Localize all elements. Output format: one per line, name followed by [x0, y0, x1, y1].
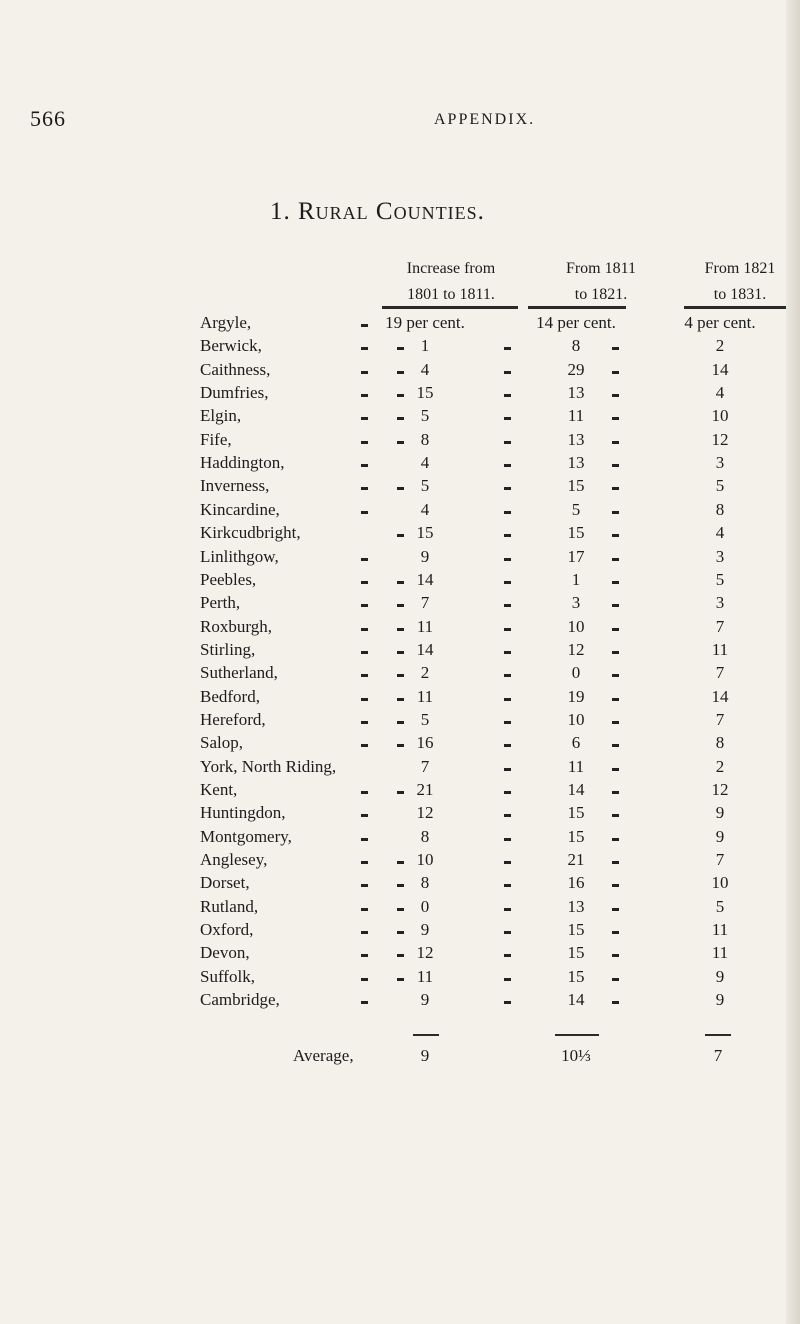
- leader-dash: [361, 651, 368, 654]
- county-name: Roxburgh,: [200, 616, 272, 636]
- leader-dash: [361, 931, 368, 934]
- table-row: [0, 757, 800, 781]
- table-row: [0, 313, 800, 337]
- value-1801-1811: 8: [420, 826, 430, 846]
- value-1801-1811: 8: [420, 873, 430, 893]
- column-header-1811-1821: [521, 256, 681, 308]
- leader-dash: [504, 931, 511, 934]
- county-name: Anglesey,: [200, 850, 268, 870]
- leader-dash: [504, 768, 511, 771]
- average-label: Average,: [293, 1046, 354, 1065]
- county-name: Devon,: [200, 943, 250, 963]
- value-1801-1811: 11: [416, 686, 434, 706]
- leader-dash: [504, 534, 511, 537]
- county-name: Caithness,: [200, 359, 271, 379]
- leader-dash: [612, 791, 619, 794]
- leader-dash: [397, 441, 404, 444]
- leader-dash: [397, 581, 404, 584]
- leader-dash: [612, 628, 619, 631]
- leader-dash: [361, 394, 368, 397]
- leader-dash: [361, 371, 368, 374]
- table-row: [0, 897, 800, 921]
- value-1811-1821: 10: [567, 709, 585, 729]
- average-value-1811-1821: 10⅓: [561, 1046, 591, 1065]
- county-name: Kirkcudbright,: [200, 523, 301, 543]
- column-rule: [382, 306, 518, 309]
- leader-dash: [361, 838, 368, 841]
- value-1801-1811: 4: [420, 453, 430, 473]
- county-name: Oxford,: [200, 920, 254, 940]
- county-name: Argyle,: [200, 313, 252, 332]
- leader-dash: [397, 534, 404, 537]
- value-1821-1831: 9: [715, 990, 725, 1010]
- value-1821-1831: 8: [715, 499, 725, 519]
- county-name: Cambridge,: [200, 990, 280, 1010]
- value-1811-1821: 3: [571, 593, 581, 613]
- value-1821-1831: 4: [715, 523, 725, 543]
- value-1821-1831: 3: [715, 593, 725, 613]
- county-name: Kincardine,: [200, 499, 280, 519]
- value-1811-1821: 15: [567, 523, 585, 543]
- value-1811-1821: 10: [567, 616, 585, 636]
- county-name: York, North Riding,: [200, 756, 337, 776]
- value-1801-1811: 7: [420, 756, 430, 776]
- value-1801-1811: 1: [420, 336, 430, 356]
- leader-dash: [612, 884, 619, 887]
- table-row: [0, 710, 800, 734]
- table-row: [0, 943, 800, 967]
- page-number: 566: [30, 106, 66, 131]
- value-1811-1821: 13: [567, 429, 585, 449]
- leader-dash: [504, 744, 511, 747]
- column-header-line2: 1801 to 1811.: [407, 286, 495, 303]
- average-value-1821-1831: 7: [713, 1046, 723, 1065]
- value-1821-1831: 3: [715, 453, 725, 473]
- leader-dash: [504, 604, 511, 607]
- leader-dash: [361, 861, 368, 864]
- value-1801-1811: 19 per cent.: [385, 313, 465, 332]
- table-row: [0, 523, 800, 547]
- value-1801-1811: 9: [420, 546, 430, 566]
- county-name: Berwick,: [200, 336, 262, 356]
- leader-dash: [361, 581, 368, 584]
- leader-dash: [504, 441, 511, 444]
- leader-dash: [361, 1001, 368, 1004]
- leader-dash: [504, 371, 511, 374]
- leader-dash: [504, 1001, 511, 1004]
- leader-dash: [612, 861, 619, 864]
- leader-dash: [504, 884, 511, 887]
- leader-dash: [361, 441, 368, 444]
- leader-dash: [612, 838, 619, 841]
- leader-dash: [504, 814, 511, 817]
- value-1811-1821: 6: [571, 733, 581, 753]
- county-name: Rutland,: [200, 896, 259, 916]
- value-1821-1831: 7: [715, 663, 725, 683]
- value-1821-1831: 7: [715, 616, 725, 636]
- leader-dash: [612, 978, 619, 981]
- column-rule: [528, 306, 626, 309]
- value-1821-1831: 7: [715, 709, 725, 729]
- value-1821-1831: 9: [715, 803, 725, 823]
- table-row: [0, 687, 800, 711]
- value-1801-1811: 15: [416, 383, 434, 403]
- value-1821-1831: 5: [715, 569, 725, 589]
- leader-dash: [504, 651, 511, 654]
- leader-dash: [397, 417, 404, 420]
- table-row: [0, 430, 800, 454]
- leader-dash: [612, 908, 619, 911]
- leader-dash: [504, 464, 511, 467]
- leader-dash: [361, 558, 368, 561]
- leader-dash: [504, 978, 511, 981]
- column-header-1801-1811: [371, 256, 531, 308]
- value-1801-1811: 14: [416, 569, 434, 589]
- column-header-line2: to 1831.: [713, 286, 767, 303]
- leader-dash: [504, 628, 511, 631]
- table-row: [0, 476, 800, 500]
- leader-dash: [397, 791, 404, 794]
- value-1821-1831: 12: [711, 780, 729, 799]
- value-1821-1831: 5: [715, 476, 725, 496]
- value-1811-1821: 15: [567, 803, 585, 823]
- leader-dash: [504, 581, 511, 584]
- value-1821-1831: 9: [715, 966, 725, 986]
- leader-dash: [504, 721, 511, 724]
- leader-dash: [397, 744, 404, 747]
- table-row: [0, 500, 800, 524]
- table-row: [0, 920, 800, 944]
- county-name: Peebles,: [200, 569, 257, 589]
- table-row: [0, 990, 800, 1014]
- leader-dash: [612, 558, 619, 561]
- leader-dash: [612, 931, 619, 934]
- leader-dash: [504, 674, 511, 677]
- leader-dash: [504, 861, 511, 864]
- table-row: [0, 383, 800, 407]
- value-1801-1811: 9: [420, 920, 430, 940]
- leader-dash: [397, 884, 404, 887]
- value-1821-1831: 14: [711, 359, 729, 379]
- value-1821-1831: 8: [715, 733, 725, 753]
- leader-dash: [612, 511, 619, 514]
- leader-dash: [361, 417, 368, 420]
- leader-dash: [361, 744, 368, 747]
- table-row: [0, 593, 800, 617]
- column-header-line1: From 1811: [565, 260, 637, 277]
- value-1811-1821: 29: [567, 359, 585, 379]
- value-1821-1831: 11: [711, 639, 729, 659]
- leader-dash: [504, 347, 511, 350]
- section-index: 1.: [270, 198, 291, 225]
- value-1801-1811: 5: [420, 476, 430, 496]
- table-row: [0, 967, 800, 991]
- leader-dash: [361, 511, 368, 514]
- county-name: Bedford,: [200, 686, 260, 706]
- table-row: [0, 850, 800, 874]
- leader-dash: [397, 604, 404, 607]
- county-name: Linlithgow,: [200, 546, 279, 566]
- value-1801-1811: 0: [420, 896, 430, 916]
- leader-dash: [361, 464, 368, 467]
- value-1811-1821: 13: [567, 896, 585, 916]
- county-name: Sutherland,: [200, 663, 278, 683]
- leader-dash: [504, 954, 511, 957]
- leader-dash: [397, 487, 404, 490]
- value-1801-1811: 9: [420, 990, 430, 1010]
- value-1801-1811: 11: [416, 616, 434, 636]
- average-rule: [705, 1034, 731, 1036]
- leader-dash: [612, 371, 619, 374]
- column-header-line2: to 1821.: [574, 286, 628, 303]
- leader-dash: [612, 394, 619, 397]
- value-1811-1821: 17: [567, 546, 585, 566]
- value-1821-1831: 9: [715, 826, 725, 846]
- table-row: [0, 663, 800, 687]
- leader-dash: [612, 1001, 619, 1004]
- value-1811-1821: 13: [567, 383, 585, 403]
- leader-dash: [612, 441, 619, 444]
- county-name: Kent,: [200, 780, 238, 799]
- value-1811-1821: 11: [567, 756, 585, 776]
- value-1811-1821: 0: [571, 663, 581, 683]
- county-name: Salop,: [200, 733, 243, 753]
- value-1821-1831: 4: [715, 383, 725, 403]
- value-1821-1831: 12: [711, 429, 729, 449]
- section-title-text: Rural Counties.: [298, 198, 485, 225]
- table-row: [0, 827, 800, 851]
- value-1821-1831: 10: [711, 406, 729, 426]
- section-title: [270, 198, 485, 226]
- leader-dash: [612, 581, 619, 584]
- leader-dash: [612, 604, 619, 607]
- leader-dash: [612, 487, 619, 490]
- leader-dash: [612, 721, 619, 724]
- county-name: Fife,: [200, 429, 232, 449]
- table-row: [0, 617, 800, 641]
- value-1821-1831: 2: [715, 756, 725, 776]
- table-row: [0, 780, 800, 804]
- leader-dash: [361, 814, 368, 817]
- value-1811-1821: 11: [567, 406, 585, 426]
- county-name: Inverness,: [200, 476, 270, 496]
- table-row: [0, 803, 800, 827]
- leader-dash: [397, 698, 404, 701]
- leader-dash: [612, 651, 619, 654]
- value-1811-1821: 12: [567, 639, 585, 659]
- value-1811-1821: 21: [567, 850, 585, 870]
- leader-dash: [361, 674, 368, 677]
- leader-dash: [361, 604, 368, 607]
- value-1811-1821: 15: [567, 826, 585, 846]
- value-1821-1831: 14: [711, 686, 729, 706]
- leader-dash: [504, 511, 511, 514]
- value-1811-1821: 8: [571, 336, 581, 356]
- table-row: [0, 453, 800, 477]
- leader-dash: [397, 931, 404, 934]
- value-1811-1821: 14: [567, 990, 585, 1010]
- leader-dash: [361, 628, 368, 631]
- leader-dash: [612, 417, 619, 420]
- leader-dash: [361, 324, 368, 327]
- value-1801-1811: 12: [416, 803, 434, 823]
- leader-dash: [397, 674, 404, 677]
- leader-dash: [397, 954, 404, 957]
- leader-dash: [361, 721, 368, 724]
- leader-dash: [397, 651, 404, 654]
- value-1821-1831: 11: [711, 920, 729, 940]
- column-header-line1: Increase from: [406, 260, 496, 277]
- value-1811-1821: 5: [571, 499, 581, 519]
- leader-dash: [504, 791, 511, 794]
- value-1801-1811: 4: [420, 499, 430, 519]
- value-1801-1811: 2: [420, 663, 430, 683]
- value-1821-1831: 7: [715, 850, 725, 870]
- leader-dash: [361, 978, 368, 981]
- value-1821-1831: 10: [711, 873, 729, 893]
- leader-dash: [612, 674, 619, 677]
- leader-dash: [397, 394, 404, 397]
- county-name: Perth,: [200, 593, 241, 613]
- running-head: APPENDIX.: [434, 111, 536, 128]
- average-value-1801-1811: 9: [420, 1046, 430, 1065]
- county-name: Dorset,: [200, 873, 250, 893]
- leader-dash: [612, 814, 619, 817]
- leader-dash: [361, 791, 368, 794]
- leader-dash: [361, 954, 368, 957]
- column-rule: [684, 306, 786, 309]
- value-1801-1811: 5: [420, 406, 430, 426]
- leader-dash: [504, 908, 511, 911]
- value-1801-1811: 7: [420, 593, 430, 613]
- value-1801-1811: 21: [416, 780, 434, 799]
- value-1811-1821: 14 per cent.: [536, 313, 616, 332]
- value-1821-1831: 2: [715, 336, 725, 356]
- table-row: [0, 733, 800, 757]
- leader-dash: [397, 347, 404, 350]
- leader-dash: [612, 464, 619, 467]
- leader-dash: [361, 698, 368, 701]
- value-1821-1831: 11: [711, 943, 729, 963]
- value-1811-1821: 19: [567, 686, 585, 706]
- leader-dash: [612, 534, 619, 537]
- county-name: Montgomery,: [200, 826, 292, 846]
- leader-dash: [612, 347, 619, 350]
- table-row: [0, 406, 800, 430]
- county-name: Hereford,: [200, 709, 266, 729]
- leader-dash: [504, 417, 511, 420]
- leader-dash: [397, 861, 404, 864]
- average-rule: [413, 1034, 439, 1036]
- value-1801-1811: 12: [416, 943, 434, 963]
- value-1811-1821: 16: [567, 873, 585, 893]
- leader-dash: [397, 371, 404, 374]
- leader-dash: [361, 347, 368, 350]
- leader-dash: [397, 908, 404, 911]
- value-1811-1821: 14: [567, 780, 585, 799]
- value-1801-1811: 11: [416, 966, 434, 986]
- column-header-line1: From 1821: [704, 260, 776, 277]
- table-row: [0, 360, 800, 384]
- county-name: Huntingdon,: [200, 803, 286, 823]
- value-1801-1811: 16: [416, 733, 434, 753]
- leader-dash: [504, 558, 511, 561]
- county-name: Elgin,: [200, 406, 242, 426]
- value-1801-1811: 5: [420, 709, 430, 729]
- value-1821-1831: 5: [715, 896, 725, 916]
- leader-dash: [397, 721, 404, 724]
- leader-dash: [504, 838, 511, 841]
- county-name: Stirling,: [200, 639, 256, 659]
- leader-dash: [612, 744, 619, 747]
- value-1811-1821: 15: [567, 943, 585, 963]
- leader-dash: [504, 487, 511, 490]
- leader-dash: [361, 487, 368, 490]
- value-1821-1831: 4 per cent.: [684, 313, 756, 332]
- value-1811-1821: 15: [567, 966, 585, 986]
- value-1821-1831: 3: [715, 546, 725, 566]
- leader-dash: [612, 768, 619, 771]
- county-name: Haddington,: [200, 453, 285, 473]
- value-1801-1811: 10: [416, 850, 434, 870]
- table-row: [0, 873, 800, 897]
- value-1811-1821: 13: [567, 453, 585, 473]
- value-1811-1821: 1: [571, 569, 581, 589]
- leader-dash: [397, 978, 404, 981]
- column-header-1821-1831: [660, 256, 800, 308]
- average-rule: [555, 1034, 599, 1036]
- table-row: [0, 336, 800, 360]
- value-1801-1811: 4: [420, 359, 430, 379]
- value-1801-1811: 14: [416, 639, 434, 659]
- leader-dash: [504, 394, 511, 397]
- value-1811-1821: 15: [567, 476, 585, 496]
- value-1801-1811: 8: [420, 429, 430, 449]
- county-name: Suffolk,: [200, 966, 255, 986]
- value-1811-1821: 15: [567, 920, 585, 940]
- leader-dash: [612, 698, 619, 701]
- leader-dash: [361, 884, 368, 887]
- table-row: [0, 570, 800, 594]
- leader-dash: [361, 908, 368, 911]
- value-1801-1811: 15: [416, 523, 434, 543]
- table-row: [0, 640, 800, 664]
- leader-dash: [504, 698, 511, 701]
- leader-dash: [397, 628, 404, 631]
- table-row: [0, 547, 800, 571]
- county-name: Dumfries,: [200, 383, 269, 403]
- leader-dash: [612, 954, 619, 957]
